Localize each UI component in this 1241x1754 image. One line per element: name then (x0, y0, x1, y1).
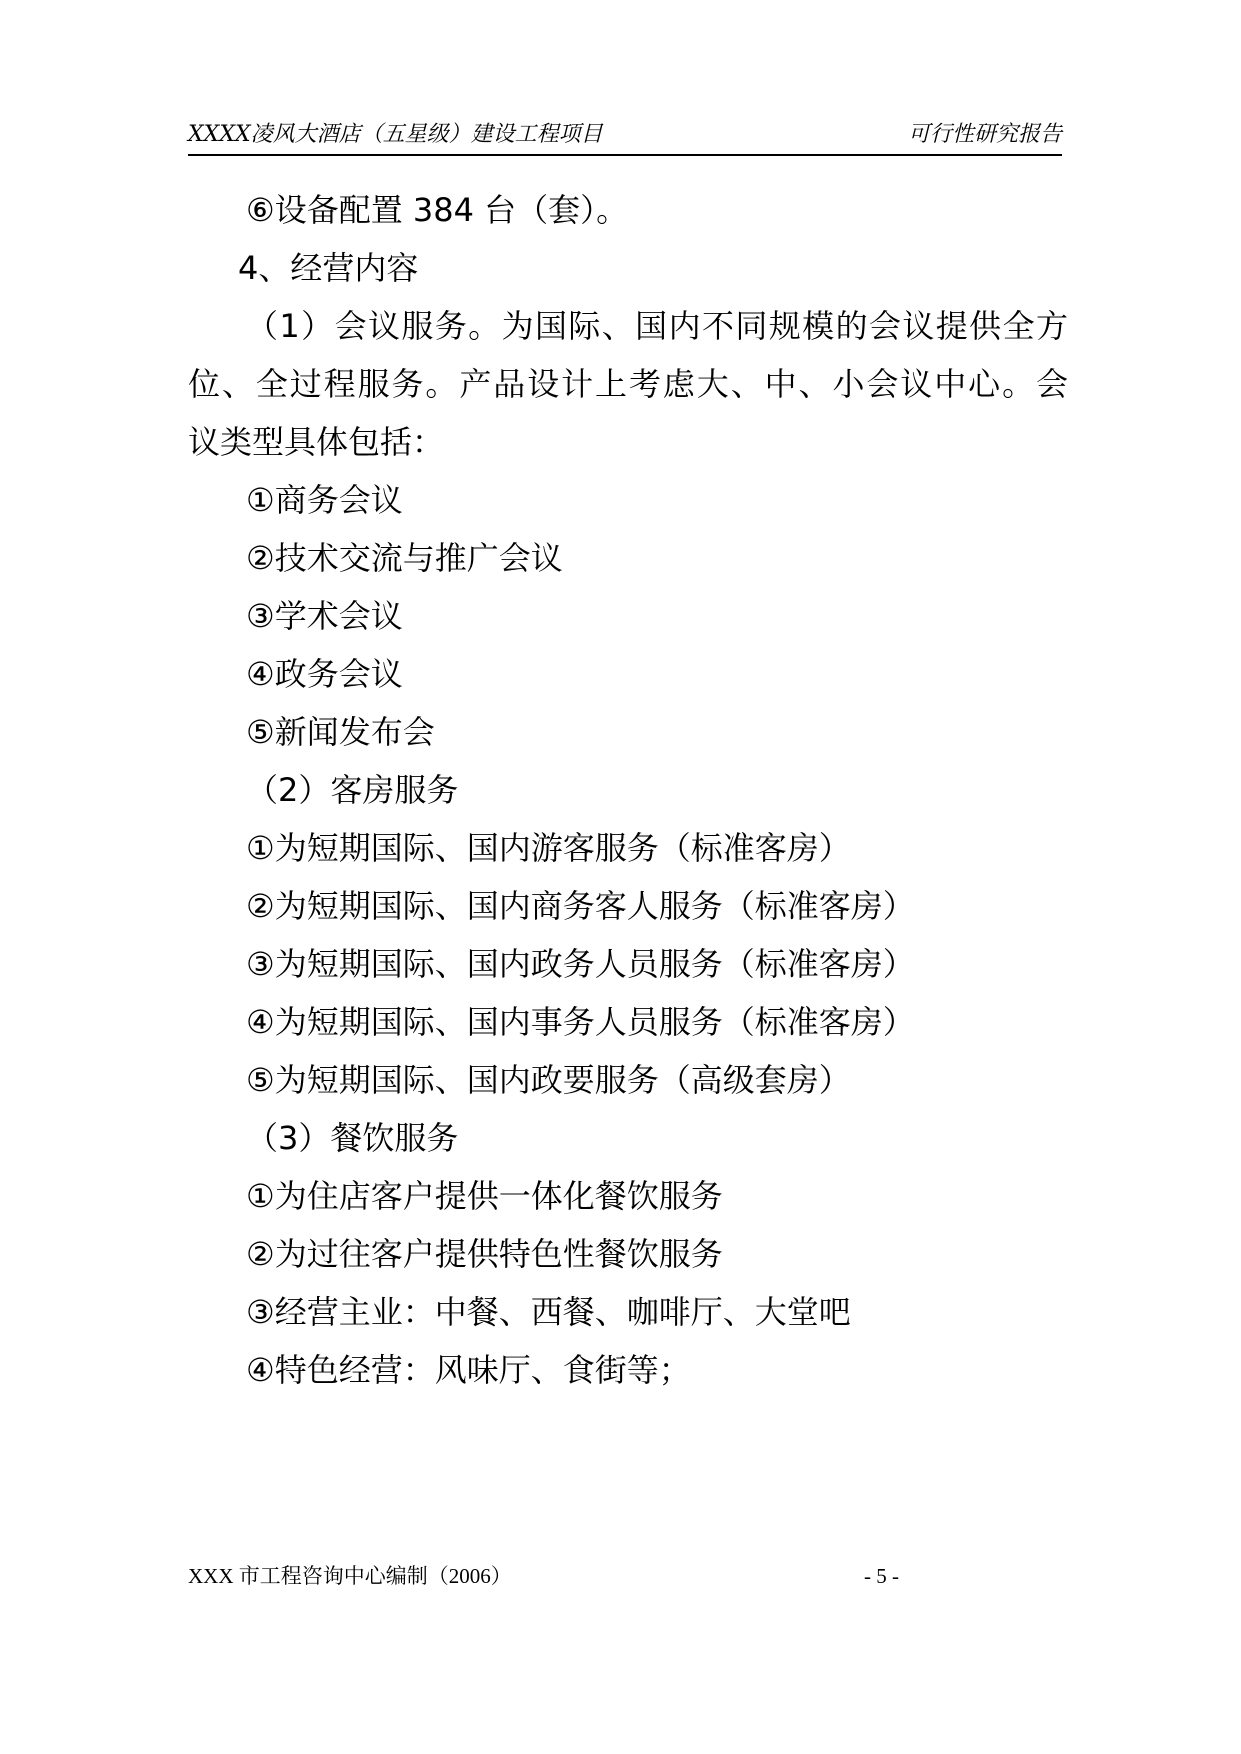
footer-publisher: XXX 市工程咨询中心编制（2006） (188, 1564, 512, 1588)
list-item: ③为短期国际、国内政务人员服务（标准客房） (246, 945, 915, 983)
subsection-heading: （3）餐饮服务 (246, 1119, 459, 1157)
header-project-title: XXXX凌风大酒店（五星级）建设工程项目 (188, 122, 603, 147)
header-report-type: 可行性研究报告 (907, 122, 1062, 147)
list-item: ①商务会议 (246, 481, 403, 519)
paragraph-line: 议类型具体包括： (188, 423, 445, 461)
list-item: ③经营主业：中餐、西餐、咖啡厅、大堂吧 (246, 1293, 851, 1331)
paragraph-line: （1）会议服务。为国际、国内不同规模的会议提供全方 (246, 307, 1068, 345)
list-item: ⑤新闻发布会 (246, 713, 435, 751)
section-heading-operations: 4、经营内容 (238, 249, 419, 287)
list-item: ④特色经营：风味厅、食街等； (246, 1351, 691, 1389)
running-header (188, 116, 1062, 156)
subsection-heading: （2）客房服务 (246, 771, 459, 809)
list-item: ②技术交流与推广会议 (246, 539, 563, 577)
list-item: ④政务会议 (246, 655, 403, 693)
list-item: ②为短期国际、国内商务客人服务（标准客房） (246, 887, 915, 925)
list-item: ①为住店客户提供一体化餐饮服务 (246, 1177, 723, 1215)
list-item: ①为短期国际、国内游客服务（标准客房） (246, 829, 851, 867)
list-item: ④为短期国际、国内事务人员服务（标准客房） (246, 1003, 915, 1041)
page-footer (188, 1556, 928, 1596)
list-item: ⑤为短期国际、国内政要服务（高级套房） (246, 1061, 851, 1099)
list-item: ②为过往客户提供特色性餐饮服务 (246, 1235, 723, 1273)
paragraph-line: 位、全过程服务。产品设计上考虑大、中、小会议中心。会 (188, 365, 1068, 403)
page-number: - 5 - (864, 1564, 899, 1588)
list-item: ③学术会议 (246, 597, 403, 635)
equipment-line: ⑥设备配置 384 台（套）。 (246, 191, 629, 229)
